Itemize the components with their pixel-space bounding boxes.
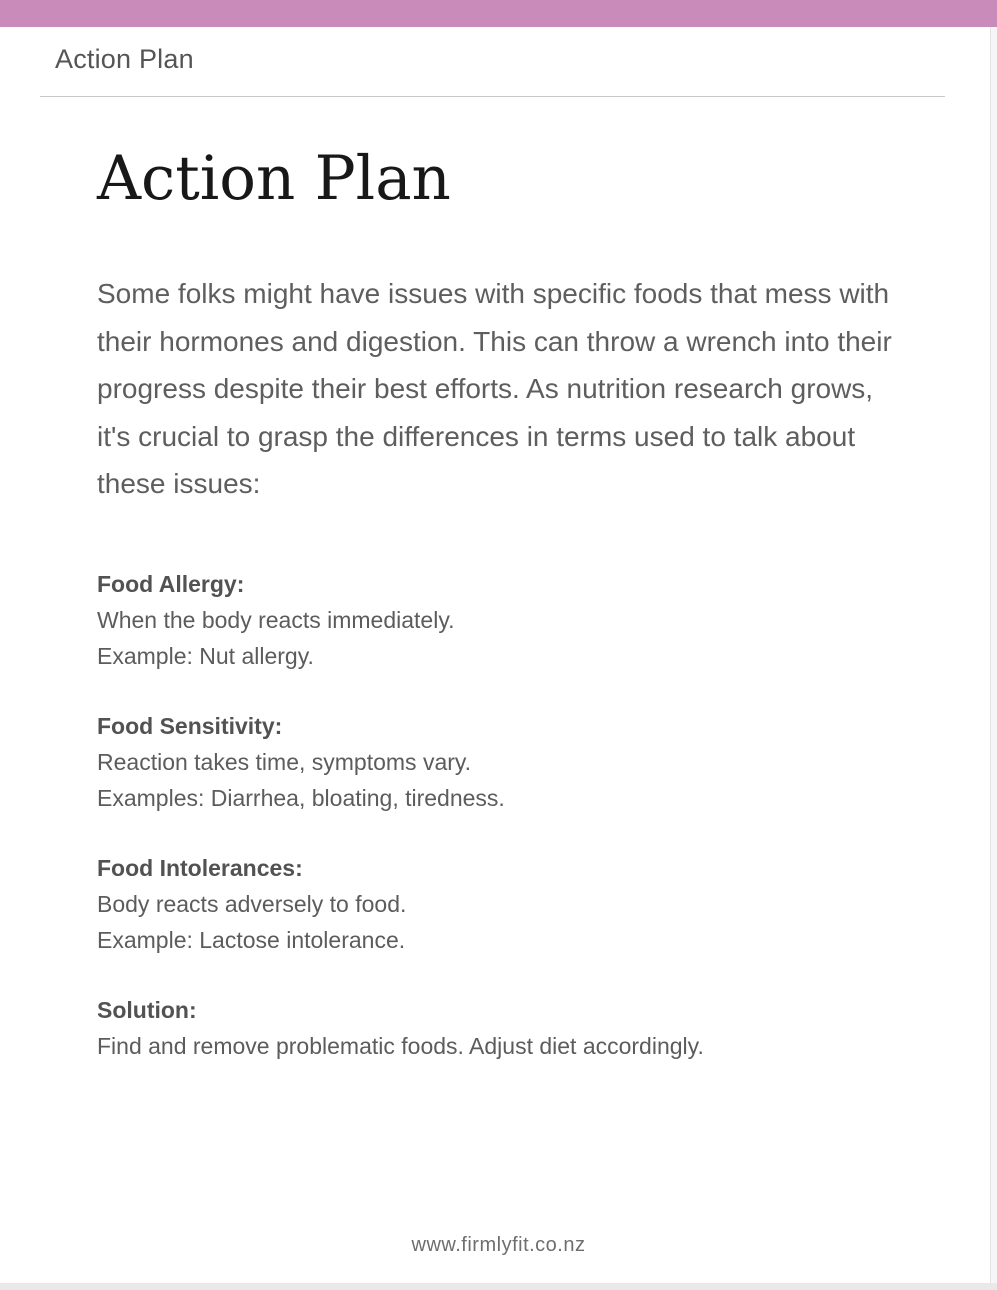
header-divider [40, 96, 945, 97]
section-line: Find and remove problematic foods. Adjust diet accordingly. [97, 1032, 704, 1059]
page-bottom-edge [0, 1283, 997, 1290]
page-right-edge [990, 27, 997, 1290]
section-heading: Solution: [97, 996, 197, 1023]
section-line: Example: Lactose intolerance. [97, 926, 406, 953]
footer-url: www.firmlyfit.co.nz [411, 1234, 586, 1256]
section-food-intolerances [97, 850, 897, 958]
section-heading: Food Allergy: [97, 570, 245, 597]
section-line: Body reacts adversely to food. [97, 890, 407, 917]
page-header [0, 27, 997, 97]
section-line: When the body reacts immediately. [97, 606, 455, 633]
section-line: Examples: Diarrhea, bloating, tiredness. [97, 784, 505, 811]
section-heading: Food Sensitivity: [97, 712, 283, 739]
page-footer [0, 1232, 997, 1258]
accent-top-bar [0, 0, 997, 27]
section-line: Reaction takes time, symptoms vary. [97, 748, 472, 775]
section-line: Example: Nut allergy. [97, 642, 314, 669]
intro-paragraph: Some folks might have issues with specific foods that mess with their hormones and digestion. This can throw a wrench into their progress despite their best efforts. As nutrition research grows, it's crucial to grasp the differences in terms used to talk about these issues: [97, 278, 892, 499]
section-solution [97, 992, 897, 1064]
sections-list [97, 566, 897, 1064]
section-food-allergy [97, 566, 897, 674]
document-title: Action Plan [97, 143, 451, 214]
section-food-sensitivity [97, 708, 897, 816]
document-content [0, 143, 997, 1064]
section-heading: Food Intolerances: [97, 854, 303, 881]
header-title: Action Plan [55, 44, 194, 74]
